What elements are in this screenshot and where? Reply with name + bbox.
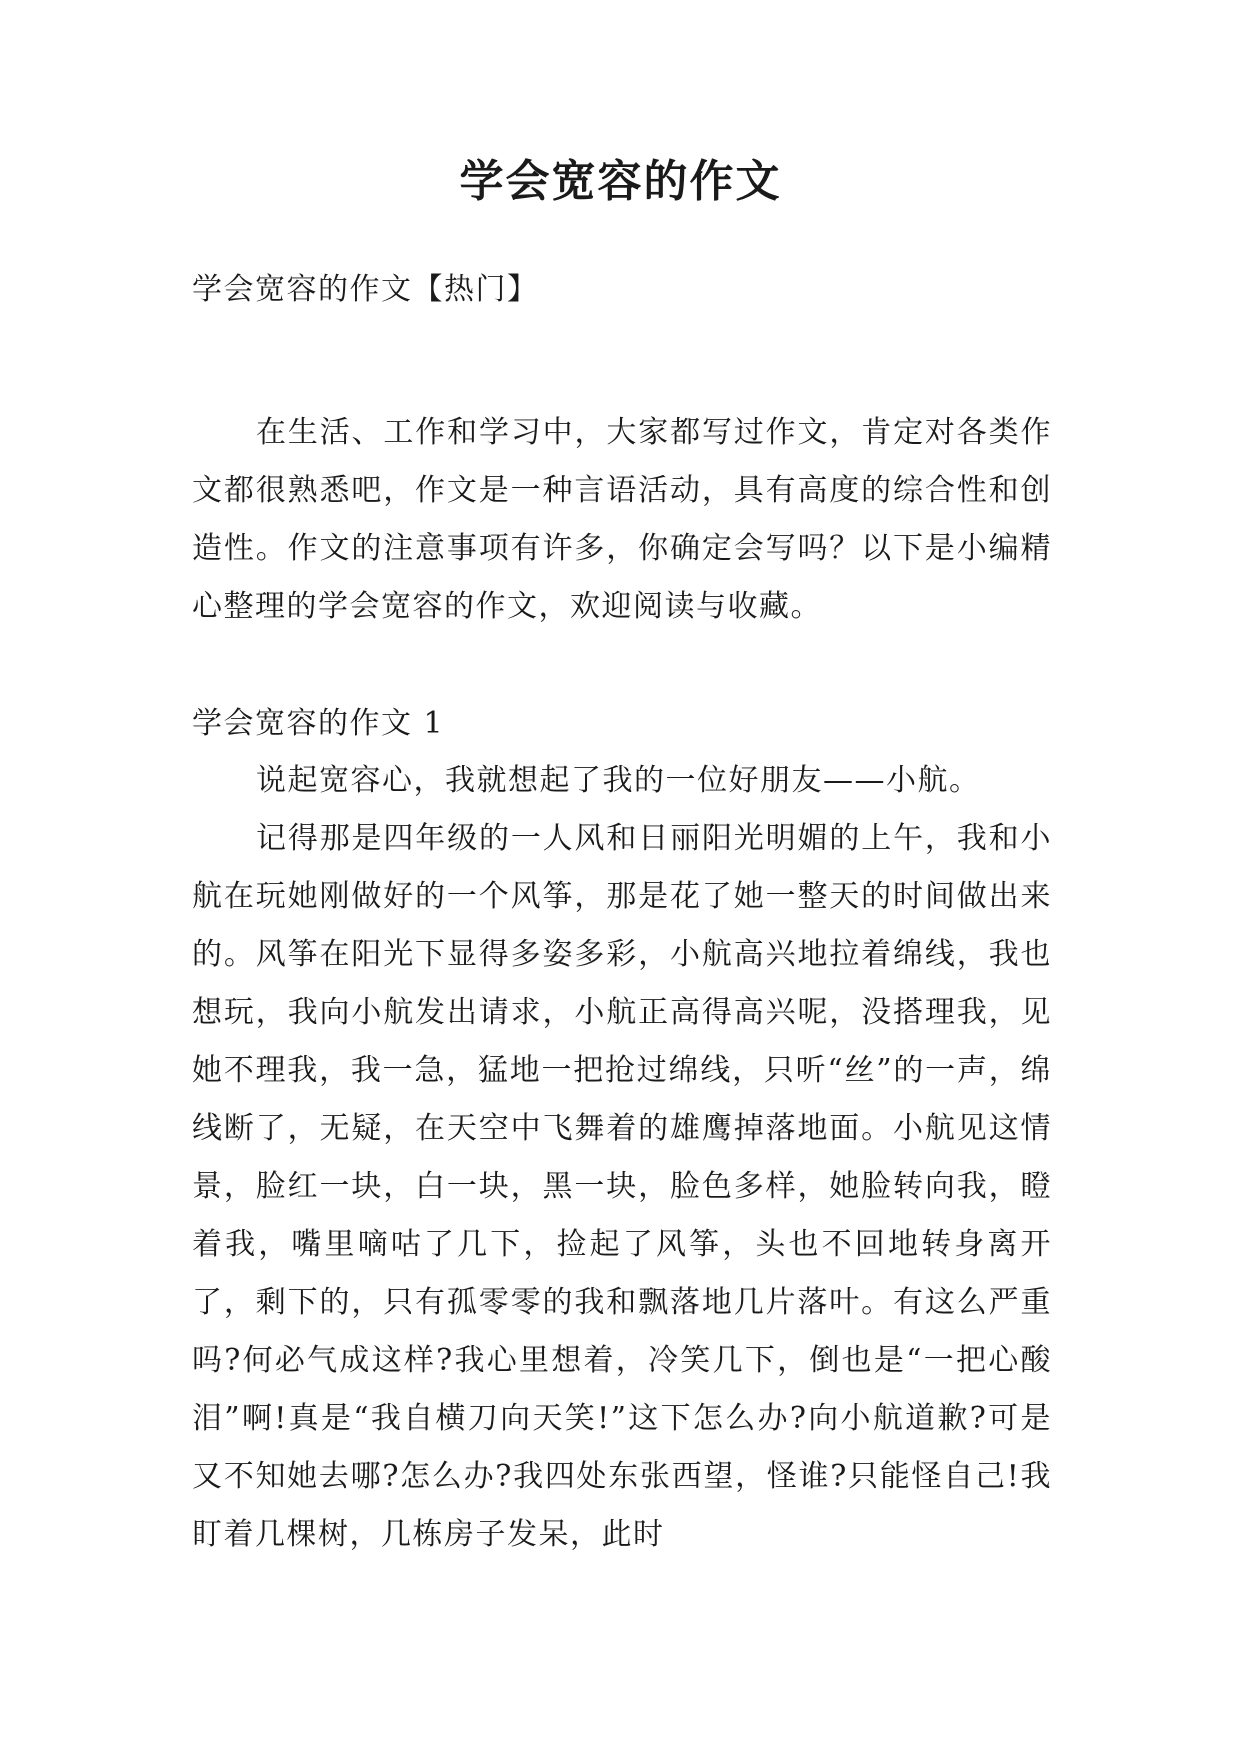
body-paragraph: 说起宽容心，我就想起了我的一位好朋友——小航。 [256,763,981,798]
intro-paragraph: 在生活、工作和学习中，大家都写过作文，肯定对各类作文都很熟悉吧，作文是一种言语活动，具有高度的综合性和创造性。作文的注意事项有许多，你确定会写吗？以下是小编精心整理的学会宽容的作文，欢迎阅读与收藏。 [192,415,1052,624]
section-heading: 学会宽容的作文 1 [192,706,445,741]
document-title: 学会宽容的作文 [459,156,782,207]
body-paragraph: 记得那是四年级的一人风和日丽阳光明媚的上午，我和小航在玩她刚做好的一个风筝，那是花了她一整天的时间做出来的。风筝在阳光下显得多姿多彩，小航高兴地拉着绵线，我也想玩，我向小航发出请求，小航正高得高兴呢，没搭理我，见她不理我，我一急，猛地一把抢过绵线，只听“丝”的一声，绵线断了，无疑，在天空中飞舞着的雄鹰掉落地面。小航见这情景，脸红一块，白一块，黑一块，脸色多样，她脸转向我，瞪着我，嘴里嘀咕了几下，捡起了风筝，头也不回地转身离开了，剩下的，只有孤零零的我和飘落地几片落叶。有这么严重吗?何必气成这样?我心里想着，冷笑几下，倒也是“一把心酸泪”啊!真是“我自横刀向天笑!”这下怎么办?向小航道歉?可是又不知她去哪?怎么办?我四处东张西望，怪谁?只能怪自己!我盯着几棵树，几栋房子发呆，此时 [192,821,1052,1552]
document-subtitle: 学会宽容的作文【热门】 [192,272,539,307]
